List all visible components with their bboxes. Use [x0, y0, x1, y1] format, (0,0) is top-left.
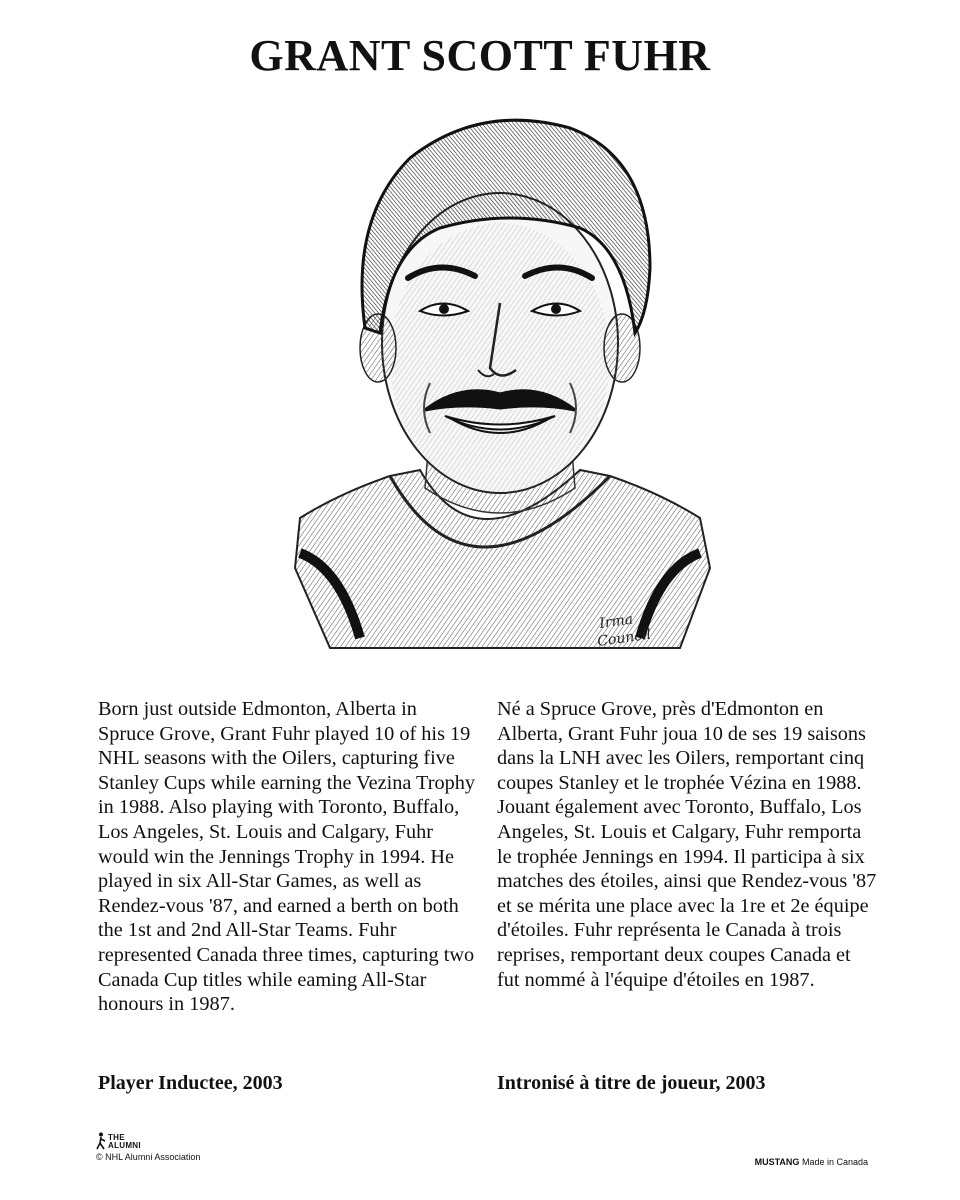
nhl-alumni-logo [96, 1132, 200, 1150]
artist-signature: Irma [598, 611, 635, 632]
copyright-text: © NHL Alumni Association [96, 1152, 201, 1162]
artist-signature-surname: Council [596, 626, 653, 650]
footer-left [96, 1132, 200, 1162]
inductee-english: Player Inductee, 2003 [98, 1072, 283, 1094]
manufacturer-credit [755, 1157, 868, 1167]
skater-icon [96, 1132, 106, 1150]
bio-english-text: Born just outside Edmonton, Alberta in Spruce Grove, Grant Fuhr played 10 of his 19 NHL seasons with the Oilers, capturing five Stanley Cups while earning the Vezina Trophy in 1988. Also playing with Toronto, Buffalo, Los Angeles, St. Louis and Calgary, Fuhr would win the Jennings Trophy in 1994. He played in six All-Star Games, as well as Rendez-vous '87, and earned a berth on both the 1st and 2nd All-Star Teams. Fuhr represented Canada three times, capturing two Canada Cup titles while eaming All-Star honours in 1987. [98, 698, 476, 1016]
inductee-french: Intronisé à titre de joueur, 2003 [497, 1072, 766, 1094]
bio-english [98, 697, 478, 1017]
bio-french-text: Né a Spruce Grove, près d'Edmonton en Alberta, Grant Fuhr joua 10 de ses 19 saisons dans la LNH avec les Oilers, remportant cinq coupes Stanley et le trophée Vézina en 1988. Jouant également avec Toronto, Buffalo, Los Angeles, St. Louis et Calgary, Fuhr remporta le trophée Jennings en 1994. Il participa à six matches des étoiles, ainsi que Rendez-vous '87 et se mérita une place avec la 1re et 2e équipe d'étoiles. Fuhr représenta le Canada à trois reprises, remportant deux coupes Canada et fut nommé à l'équipe d'étoiles en 1987. [497, 698, 877, 991]
brand-name: MUSTANG [754, 1157, 800, 1167]
logo-line-1: THE [108, 1133, 125, 1142]
bio-french [497, 697, 877, 992]
made-in-text: Made in Canada [801, 1157, 868, 1167]
logo-line-2: ALUMNI [108, 1141, 141, 1150]
portrait-sketch [280, 98, 720, 658]
page-title: GRANT SCOTT FUHR [249, 31, 711, 80]
